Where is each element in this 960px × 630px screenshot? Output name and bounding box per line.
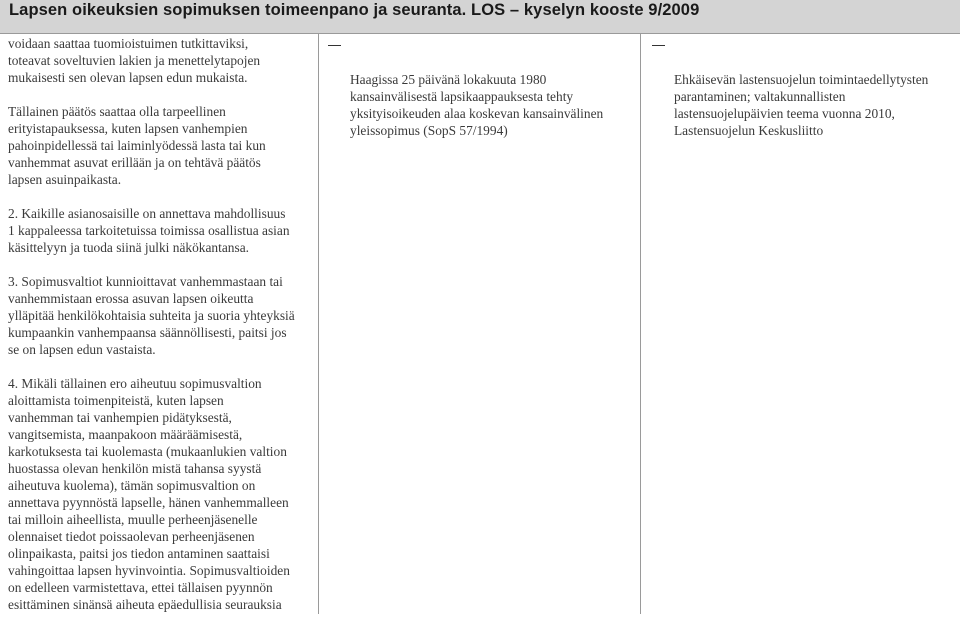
paragraph: 2. Kaikille asianosaisille on annettava mahdollisuus 1 kappaleessa tarkoitetuissa toimissa osallistua asian käsittelyyn ja tuoda siinä julki näkökantansa. [8,206,290,255]
paragraph: Tällainen päätös saattaa olla tarpeellinen erityistapauksessa, kuten lapsen vanhempien pahoinpidellessä tai laiminlyödessä lasta tai kun vanhemmat asuvat erillään ja on tehtävä päätös lapsen asuinpaikasta. [8,104,266,187]
column-divider [640,33,641,614]
references-column [652,37,956,139]
convention-text-column [8,35,316,630]
page-title: Lapsen oikeuksien sopimuksen toimeenpano ja seuranta. LOS – kyselyn kooste 9/2009 [9,1,700,19]
legislation-column [328,37,630,139]
paragraph: voidaan saattaa tuomioistuimen tutkittaviksi, toteavat soveltuvien lakien ja menettelytapojen mukaisesti sen olevan lapsen edun mukaista. [8,36,261,85]
column-divider [318,33,319,614]
paragraph: 3. Sopimusvaltiot kunnioittavat vanhemmastaan tai vanhemmistaan erossa asuvan lapsen oikeutta ylläpitää henkilökohtaisia suhteita ja suoria yhteyksiä kumpaankin vanhempaansa säännöllisesti, paitsi jos se on lapsen edun vastaista. [8,274,295,357]
list-item-text: Ehkäisevän lastensuojelun toimintaedellytysten parantaminen; valtakunnallisten lastensuojelupäivien teema vuonna 2010, Lastensuojelun Keskusliitto [674,72,929,138]
dash-bullet-icon [652,45,665,46]
list-item [328,37,630,139]
row-divider [0,33,960,34]
page-header [0,0,960,33]
list-item-text: Haagissa 25 päivänä lokakuuta 1980 kansainvälisestä lapsikaappauksesta tehty yksityisoikeuden alaa koskevan kansainvälinen yleissopimus (SopS 57/1994) [350,72,604,138]
paragraph: 4. Mikäli tällainen ero aiheutuu sopimusvaltion aloittamista toimenpiteistä, kuten lapsen vanhemman tai vanhempien pidätyksestä, vangitsemista, maanpakoon määräämisestä, karkotuksesta tai kuolemasta (mukaanlukien valtion huostassa olevan henkilön mistä tahansa syystä aiheutuva kuolema), tämän sopimusvaltion on annettava pyynnöstä lapselle, hänen vanhemmalleen tai milloin aiheellista, muulle perheenjäsenelle olennaiset tiedot poissaolevan perheenjäsenen olinpaikasta, paitsi jos tiedon antaminen saattaisi vahingoittaa lapsen hyvinvointia. Sopimusvaltioiden on edelleen varmistettava, ettei tällaisen pyynnön esittäminen sinänsä aiheuta epäedullisia seurauksia [8,376,290,612]
dash-bullet-icon [328,45,341,46]
content-table [0,33,960,614]
list-item [652,37,956,139]
